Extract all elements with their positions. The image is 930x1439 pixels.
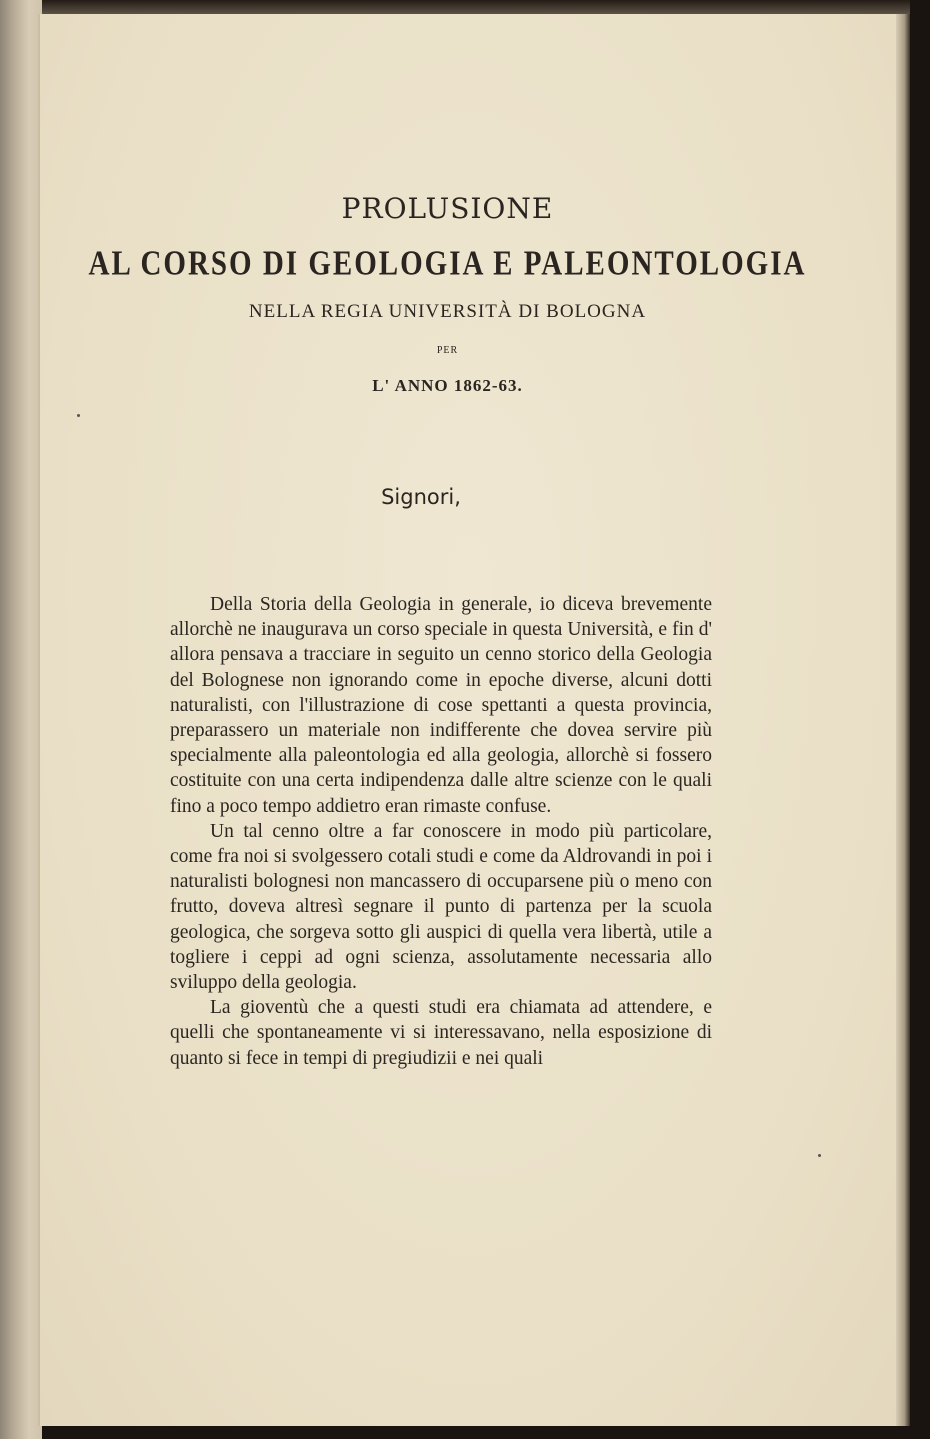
ink-speck (77, 414, 80, 417)
paragraph-2: Un tal cenno oltre a far conoscere in modo più particolare, come fra noi si svolgessero cotali studi e come da Aldrovandi in poi i naturalisti bolognesi non mancassero di occuparsene più o meno con frutto, doveva altresì segnare il punto di partenza per la scuola geologica, che sorgeva sotto gli auspici di quella vera libertà, utile a togliere i ceppi ad ogni scienza, assolutamente necessaria allo sviluppo della geologia. (170, 820, 712, 994)
title-university: NELLA REGIA UNIVERSITÀ DI BOLOGNA (248, 301, 647, 322)
paragraph-1: Della Storia della Geologia in generale, io diceva brevemente allorchè ne inaugurava un corso speciale in questa Università, e fin d' allora pensava a tracciare in seguito un cenno storico della Geologia del Bolognese non ignorando come in epoche diverse, alcuni dotti naturalisti, con l'illustrazione di cose spettanti a questa provincia, preparassero un materiale non indifferente che dovea servire più specialmente alla paleontologia ed alla geologia, allorchè si fossero costituite con una certa indipendenza dalle altre scienze con le quali fino a poco tempo addietro eran rimaste confuse. (170, 594, 712, 817)
left-page-edge (0, 0, 42, 1439)
right-page-edge (896, 14, 910, 1426)
title-per: PER (436, 345, 459, 356)
body-text (170, 592, 712, 1071)
paragraph-3: La gioventù che a questi studi era chiamata ad attendere, e quelli che spontaneamente vi si interessavano, nella esposizione di quanto si fece in tempi di pregiudizii e nei quali (170, 997, 712, 1069)
title-prolusione: PROLUSIONE (341, 192, 554, 225)
ink-speck (818, 1154, 821, 1157)
title-year: L' ANNO 1862-63. (372, 376, 523, 395)
book-page (38, 14, 902, 1426)
salutation: Signori, (381, 485, 461, 509)
title-course: AL CORSO DI GEOLOGIA E PALEONTOLOGIA (88, 244, 807, 284)
scan-background-top (38, 0, 910, 14)
